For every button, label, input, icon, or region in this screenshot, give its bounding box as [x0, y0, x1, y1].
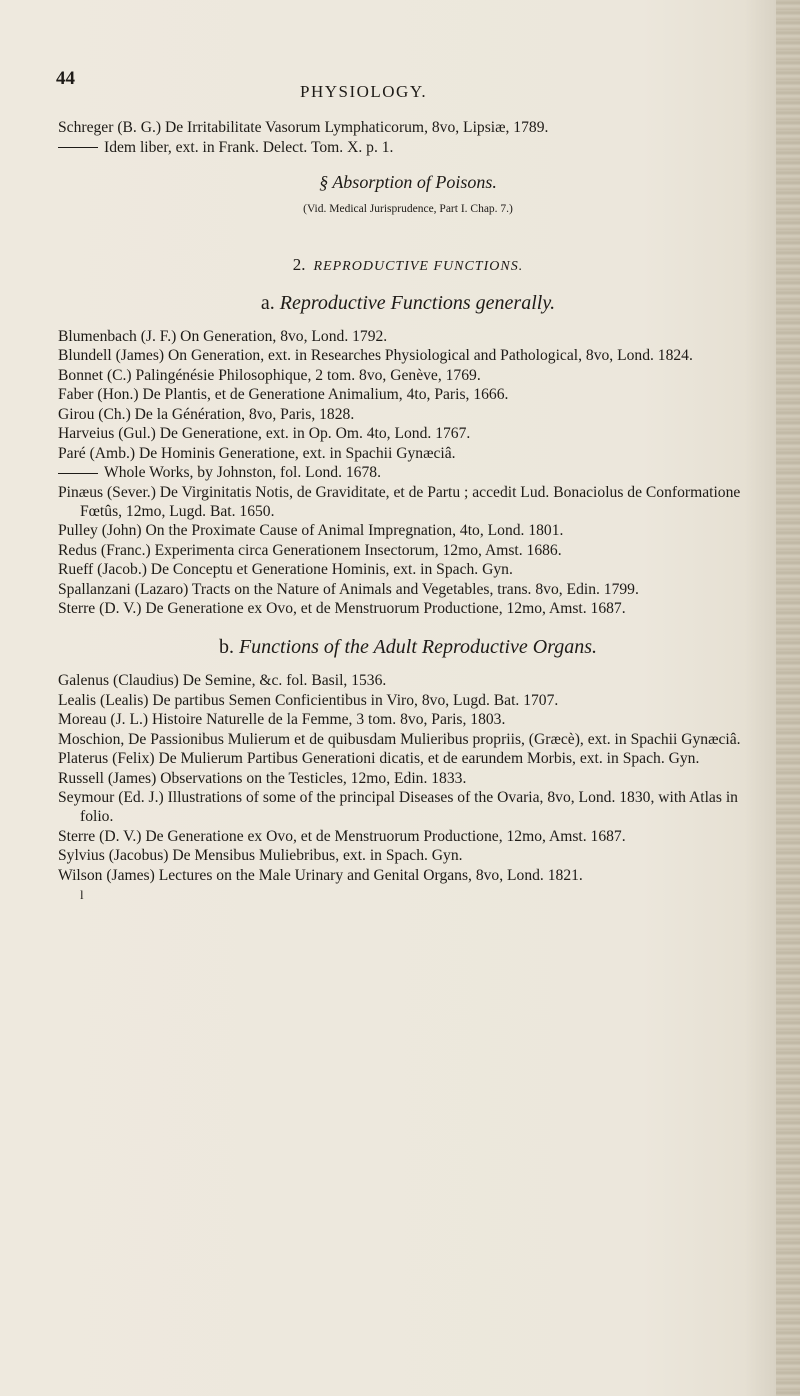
entry-b: Seymour (Ed. J.) Illustrations of some of the principal Diseases of the Ovaria, 8vo, Lond. 1830, with Atlas in folio.	[58, 789, 738, 825]
text-block	[58, 118, 758, 904]
page-edge	[776, 0, 800, 1396]
entry-schreger: Schreger (B. G.) De Irritabilitate Vasorum Lymphaticorum, 8vo, Lipsiæ, 1789.	[58, 119, 549, 136]
entry-a: Pinæus (Sever.) De Virginitatis Notis, de Graviditate, et de Partu ; accedit Lud. Bonaciolus de Conformatione Fœtûs, 12mo, Lugd. Bat. 1650.	[58, 483, 741, 520]
entry-idem-text: Idem liber, ext. in Frank. Delect. Tom. X. p. 1.	[104, 138, 394, 156]
entry-b: Sylvius (Jacobus) De Mensibus Muliebribus, ext. in Spach. Gyn.	[58, 847, 463, 864]
signature-mark: l	[80, 887, 84, 902]
entry-b: Moreau (J. L.) Histoire Naturelle de la Femme, 3 tom. 8vo, Paris, 1803.	[58, 711, 506, 728]
entry-b: Wilson (James) Lectures on the Male Urinary and Genital Organs, 8vo, Lond. 1821.	[58, 866, 583, 884]
entry-b: Galenus (Claudius) De Semine, &c. fol. Basil, 1536.	[58, 672, 387, 689]
entry-b: Lealis (Lealis) De partibus Semen Conficientibus in Viro, 8vo, Lugd. Bat. 1707.	[58, 691, 559, 709]
subsection-b-label: Functions of the Adult Reproductive Organs.	[238, 636, 598, 658]
absorption-heading: § Absorption of Poisons.	[319, 171, 497, 192]
entry-a: Spallanzani (Lazaro) Tracts on the Nature of Animals and Vegetables, trans. 8vo, Edin. 1799.	[58, 580, 639, 598]
subsection-b-title	[58, 638, 758, 657]
entry-a: Blumenbach (J. F.) On Generation, 8vo, Lond. 1792.	[58, 327, 388, 345]
section-2-title	[58, 255, 758, 276]
entry-b: Russell (James) Observations on the Testicles, 12mo, Edin. 1833.	[58, 769, 467, 787]
subsection-b-letter: b.	[218, 636, 234, 658]
subsection-a-letter: a.	[260, 291, 275, 314]
entry-b: Sterre (D. V.) De Generatione ex Ovo, et de Menstruorum Productione, 12mo, Amst. 1687.	[58, 827, 626, 845]
entry-a: Faber (Hon.) De Plantis, et de Generatione Animalium, 4to, Paris, 1666.	[58, 386, 509, 403]
subsection-a-label: Reproductive Functions generally.	[279, 291, 556, 314]
entry-a: Harveius (Gul.) De Generatione, ext. in Op. Om. 4to, Lond. 1767.	[58, 425, 471, 442]
entry-b: Platerus (Felix) De Mulierum Partibus Generationi dicatis, et de earundem Morbis, ext. in Spach. Gyn.	[58, 750, 700, 767]
subsection-a-title	[58, 291, 758, 314]
entry-a: Pulley (John) On the Proximate Cause of Animal Impregnation, 4to, Lond. 1801.	[58, 522, 564, 539]
entry-a: Rueff (Jacob.) De Conceptu et Generatione Hominis, ext. in Spach. Gyn.	[58, 561, 513, 578]
running-head: PHYSIOLOGY.	[300, 82, 428, 101]
entry-a: Bonnet (C.) Palingénésie Philosophique, 2 tom. 8vo, Genève, 1769.	[58, 366, 481, 384]
entry-b: Moschion, De Passionibus Mulierum et de quibusdam Mulieribus propriis, (Græcè), ext. in Spachii Gynæciâ.	[58, 730, 741, 748]
absorption-note: (Vid. Medical Jurisprudence, Part I. Chap. 7.)	[303, 202, 513, 215]
section-2-number: 2.	[292, 254, 306, 274]
entry-a: Sterre (D. V.) De Generatione ex Ovo, et de Menstruorum Productione, 12mo, Amst. 1687.	[58, 600, 626, 617]
entry-a: Girou (Ch.) De la Génération, 8vo, Paris, 1828.	[58, 405, 355, 423]
ditto-rule	[58, 147, 98, 148]
entry-a-ditto	[58, 463, 758, 482]
entry-a: Redus (Franc.) Experimenta circa Generationem Insectorum, 12mo, Amst. 1686.	[58, 541, 562, 559]
ditto-rule	[58, 473, 98, 474]
section-2-label: REPRODUCTIVE FUNCTIONS.	[313, 258, 524, 274]
entry-a-ditto-text: Whole Works, by Johnston, fol. Lond. 1678.	[104, 464, 381, 481]
page-number: 44	[56, 68, 75, 89]
entry-a: Blundell (James) On Generation, ext. in Researches Physiological and Pathological, 8vo, Lond. 1824.	[58, 347, 693, 364]
entry-idem	[58, 138, 758, 157]
entry-a: Paré (Amb.) De Hominis Generatione, ext. in Spachii Gynæciâ.	[58, 444, 456, 462]
